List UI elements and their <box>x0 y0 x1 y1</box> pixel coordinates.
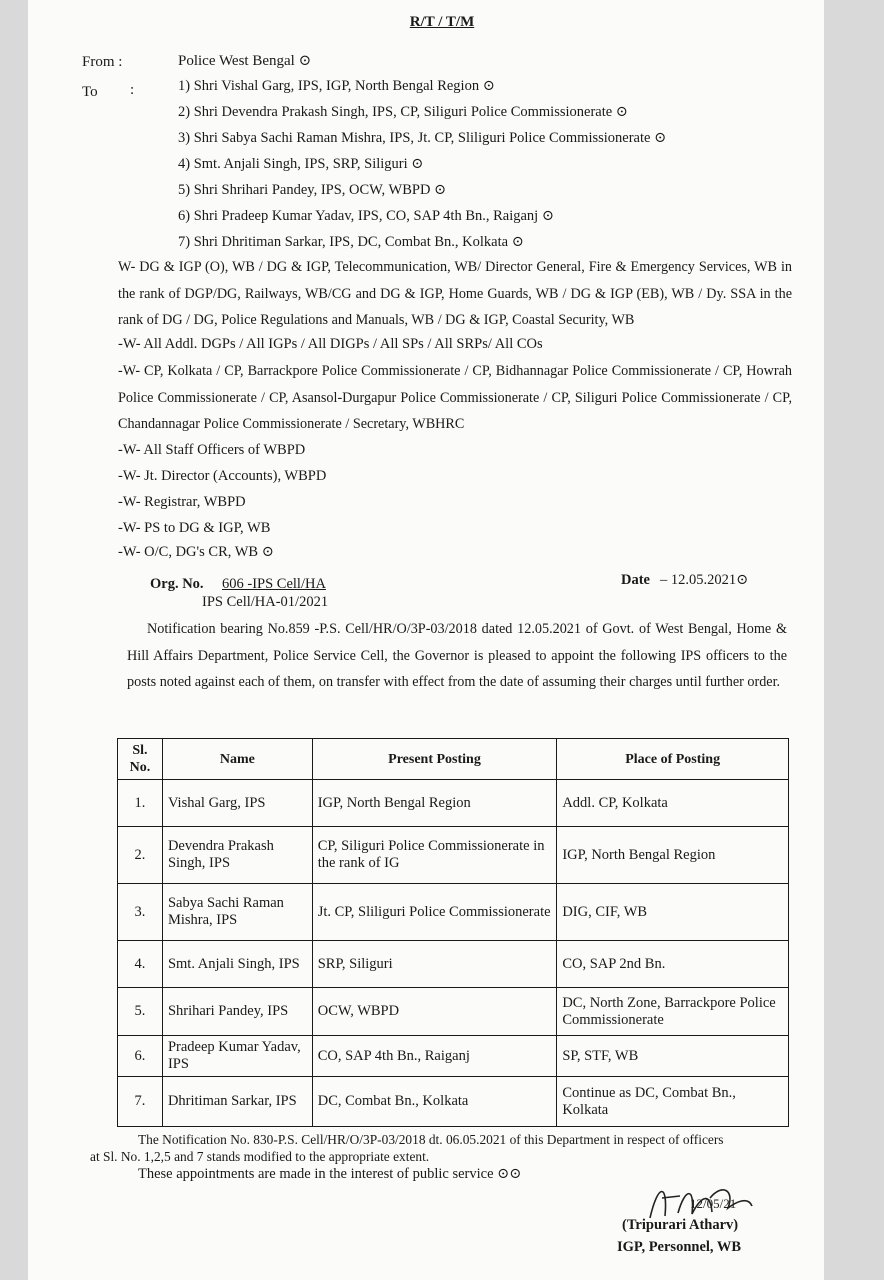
row-present-posting: Jt. CP, Sliliguri Police Commissionerate <box>312 884 557 941</box>
recipient-5: 5) Shri Shrihari Pandey, IPS, OCW, WBPD ⊙ <box>178 182 447 198</box>
table-row <box>118 827 789 884</box>
copy-to-commissionerates: -W- CP, Kolkata / CP, Barrackpore Police Commissionerate / CP, Bidhannagar Police Commissionerate / CP, Howrah Police Commissionerate / CP, Asansol-Durgapur Police Commissionerate / CP, Siliguri Police Commissionerate / CP, Chandannagar Police Commissionerate / Secretary, WBHRC <box>118 363 792 432</box>
row-place-of-posting: Continue as DC, Combat Bn., Kolkata <box>557 1077 789 1127</box>
org-number: 606 -IPS Cell/HA <box>222 576 326 592</box>
row-place-of-posting: CO, SAP 2nd Bn. <box>557 941 789 988</box>
table-row <box>118 988 789 1036</box>
table-row <box>118 941 789 988</box>
row-present-posting: SRP, Siliguri <box>312 941 557 988</box>
table-header-row <box>118 739 789 780</box>
reference-header: R/T / T/M <box>409 14 475 30</box>
file-number: IPS Cell/HA-01/2021 <box>202 594 329 610</box>
row-place-of-posting: DC, North Zone, Barrackpore Police Commissionerate <box>557 988 789 1036</box>
copy-to-registrar: -W- Registrar, WBPD <box>118 494 246 510</box>
table-row <box>118 1036 789 1077</box>
modification-note-line2: at Sl. No. 1,2,5 and 7 stands modified to the appropriate extent. <box>90 1149 430 1164</box>
header-sl-no: Sl. No. <box>118 739 163 780</box>
modification-note-line1: The Notification No. 830-P.S. Cell/HR/O/3P-03/2018 dt. 06.05.2021 of this Department in respect of officers <box>138 1132 724 1147</box>
copy-to-all-addl: -W- All Addl. DGPs / All IGPs / All DIGPs / All SPs / All SRPs/ All COs <box>118 336 543 352</box>
row-sl: 4. <box>118 941 163 988</box>
header-present-posting: Present Posting <box>312 739 557 780</box>
table-row <box>118 780 789 827</box>
row-present-posting: CP, Siliguri Police Commissionerate in the rank of IG <box>312 827 557 884</box>
row-sl: 1. <box>118 780 163 827</box>
row-present-posting: CO, SAP 4th Bn., Raiganj <box>312 1036 557 1077</box>
row-place-of-posting: Addl. CP, Kolkata <box>557 780 789 827</box>
recipient-1: 1) Shri Vishal Garg, IPS, IGP, North Bengal Region ⊙ <box>178 78 495 94</box>
from-value: Police West Bengal ⊙ <box>178 53 312 69</box>
from-label: From : <box>82 54 123 70</box>
row-place-of-posting: SP, STF, WB <box>557 1036 789 1077</box>
row-name: Pradeep Kumar Yadav, IPS <box>162 1036 312 1077</box>
copy-to-ps-dg: -W- PS to DG & IGP, WB <box>118 520 271 536</box>
row-name: Smt. Anjali Singh, IPS <box>162 941 312 988</box>
row-present-posting: OCW, WBPD <box>312 988 557 1036</box>
copy-to-dg-igp: W- DG & IGP (O), WB / DG & IGP, Telecommunication, WB/ Director General, Fire & Emergency Services, WB in the rank of DGP/DG, Railways, WB/CG and DG & IGP, Home Guards, WB / DG & IGP (EB), WB / Dy. SSA in the rank of DG / DG, Police Regulations and Manuals, WB / DG & IGP, Coastal Security, WB <box>118 259 792 328</box>
row-sl: 2. <box>118 827 163 884</box>
row-place-of-posting: IGP, North Bengal Region <box>557 827 789 884</box>
row-name: Devendra Prakash Singh, IPS <box>162 827 312 884</box>
org-number-label: Org. No. <box>150 576 204 592</box>
row-name: Shrihari Pandey, IPS <box>162 988 312 1036</box>
to-colon: : <box>130 82 135 98</box>
posting-table <box>117 738 789 1127</box>
copy-to-staff-officers: -W- All Staff Officers of WBPD <box>118 442 306 458</box>
row-sl: 7. <box>118 1077 163 1127</box>
notification-body: Notification bearing No.859 -P.S. Cell/HR/O/3P-03/2018 dated 12.05.2021 of Govt. of West Bengal, Home & Hill Affairs Department, Police Service Cell, the Governor is pleased to appoint the following IPS officers to the posts noted against each of them, on transfer with effect from the date of assuming their charges until further order. <box>127 621 787 690</box>
signatory-name: (Tripurari Atharv) <box>622 1217 739 1233</box>
copy-to-accounts: -W- Jt. Director (Accounts), WBPD <box>118 468 327 484</box>
row-name: Dhritiman Sarkar, IPS <box>162 1077 312 1127</box>
row-sl: 6. <box>118 1036 163 1077</box>
public-service-note: These appointments are made in the interest of public service ⊙⊙ <box>138 1166 522 1182</box>
recipient-7: 7) Shri Dhritiman Sarkar, IPS, DC, Combat Bn., Kolkata ⊙ <box>178 234 524 250</box>
recipient-4: 4) Smt. Anjali Singh, IPS, SRP, Siliguri ⊙ <box>178 156 424 172</box>
row-name: Sabya Sachi Raman Mishra, IPS <box>162 884 312 941</box>
date-label: Date <box>621 572 650 588</box>
row-sl: 3. <box>118 884 163 941</box>
signature-date: 12/05/21 <box>690 1196 737 1211</box>
to-label: To <box>82 84 98 100</box>
recipient-3: 3) Shri Sabya Sachi Raman Mishra, IPS, Jt. CP, Sliliguri Police Commissionerate ⊙ <box>178 130 667 146</box>
row-place-of-posting: DIG, CIF, WB <box>557 884 789 941</box>
date-value: – 12.05.2021⊙ <box>660 572 749 588</box>
table-row <box>118 1077 789 1127</box>
row-name: Vishal Garg, IPS <box>162 780 312 827</box>
recipient-6: 6) Shri Pradeep Kumar Yadav, IPS, CO, SAP 4th Bn., Raiganj ⊙ <box>178 208 554 224</box>
copy-to-oc-cr: -W- O/C, DG's CR, WB ⊙ <box>118 544 274 560</box>
row-present-posting: IGP, North Bengal Region <box>312 780 557 827</box>
signatory-designation: IGP, Personnel, WB <box>617 1239 742 1255</box>
row-present-posting: DC, Combat Bn., Kolkata <box>312 1077 557 1127</box>
header-place-of-posting: Place of Posting <box>557 739 789 780</box>
table-row <box>118 884 789 941</box>
header-name: Name <box>162 739 312 780</box>
recipient-2: 2) Shri Devendra Prakash Singh, IPS, CP, Siliguri Police Commissionerate ⊙ <box>178 104 628 120</box>
row-sl: 5. <box>118 988 163 1036</box>
